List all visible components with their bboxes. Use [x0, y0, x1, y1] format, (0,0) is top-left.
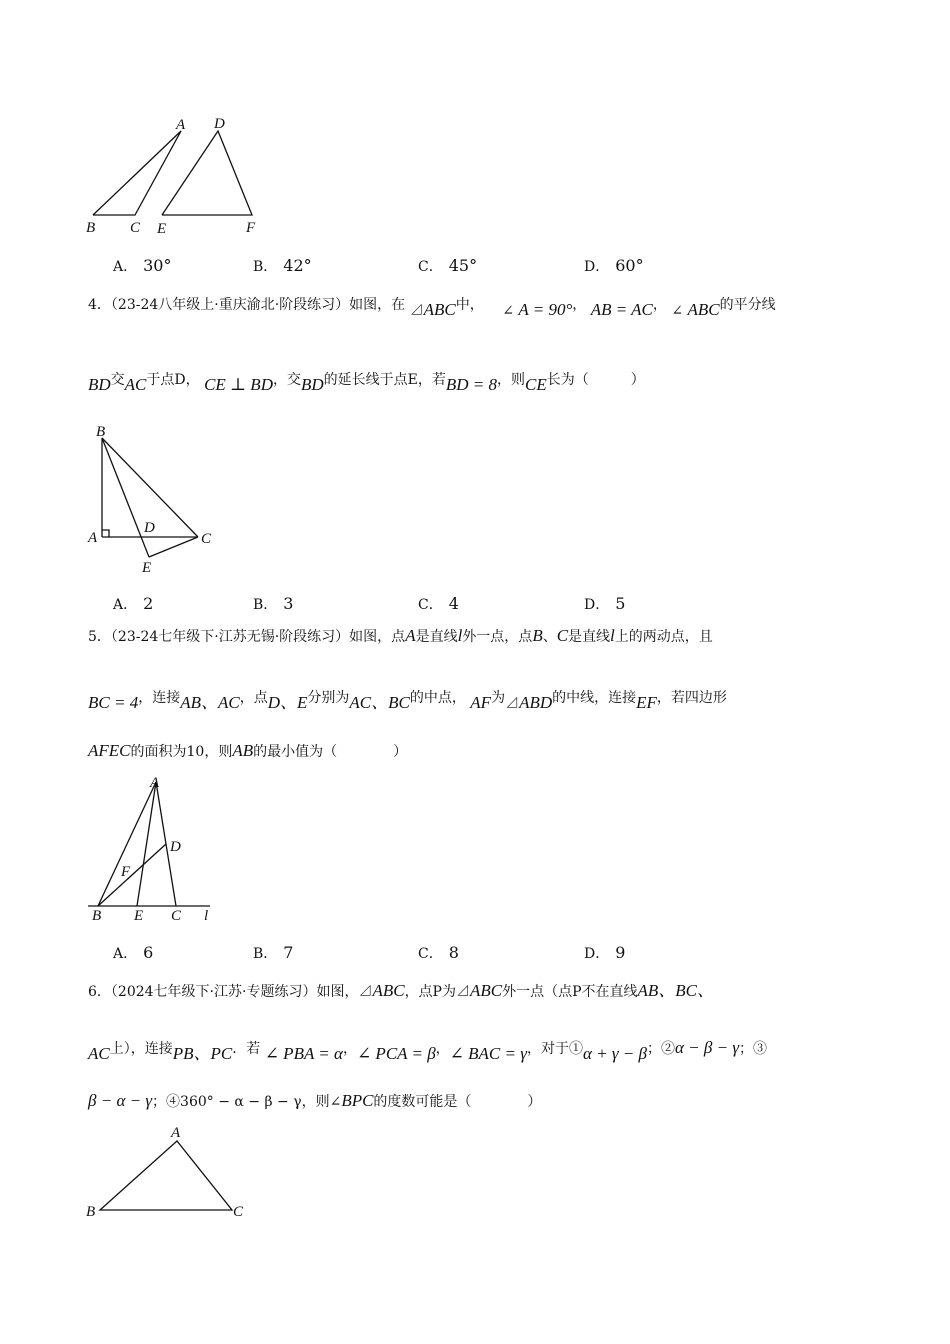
triangle-abc — [100, 1141, 232, 1210]
label-A: A — [176, 117, 186, 133]
q5-figure — [84, 770, 224, 930]
q3-option-c[interactable]: C． 45° — [418, 256, 478, 275]
label-C: C — [233, 1204, 244, 1220]
q3-option-d[interactable]: D． 60° — [584, 256, 644, 275]
q4-text-line2: BD交AC于点D， CE ⊥ BD，交BD的延长线于点E，若BD = 8，则CE长为（ ） — [88, 372, 645, 394]
q3-option-a[interactable]: A． 30° — [113, 256, 172, 275]
q5-option-a[interactable]: A． 6 — [113, 943, 154, 962]
q3-figure — [80, 110, 280, 240]
q5-option-c[interactable]: C． 8 — [418, 943, 459, 962]
label-l: l — [204, 908, 209, 924]
label-C: C — [171, 908, 182, 924]
label-E: E — [142, 560, 152, 576]
label-A: A — [88, 530, 98, 546]
label-B: B — [92, 908, 102, 924]
q5-text-line1: 5．（23-24七年级下·江苏无锡·阶段练习）如图，点A是直线l外一点，点B、C是直线l上的两动点，且 — [88, 626, 713, 645]
q5-option-d[interactable]: D． 9 — [584, 943, 626, 962]
q6-figure — [84, 1120, 264, 1230]
label-B: B — [86, 220, 96, 236]
label-D: D — [170, 839, 181, 855]
q4-figure — [84, 420, 224, 580]
q4-option-b[interactable]: B． 3 — [253, 594, 294, 613]
triangle-abc — [93, 131, 181, 215]
label-D: D — [144, 520, 155, 536]
triangle-def — [162, 131, 252, 215]
q4-option-a[interactable]: A． 2 — [113, 594, 154, 613]
label-A: A — [150, 775, 160, 791]
q5-option-b[interactable]: B． 7 — [253, 943, 294, 962]
label-B: B — [86, 1204, 96, 1220]
label-D: D — [214, 116, 225, 132]
label-A: A — [171, 1125, 181, 1141]
q6-text-line1: 6．（2024七年级下·江苏·专题练习）如图，⊿ABC，点P为⊿ABC外一点（点P不在直线AB、BC、 — [88, 981, 715, 1000]
q5-text-line3: AFEC的面积为10，则AB的最小值为（ ） — [88, 741, 408, 760]
q4-option-c[interactable]: C． 4 — [418, 594, 459, 613]
label-F: F — [246, 220, 256, 236]
q4-option-d[interactable]: D． 5 — [584, 594, 626, 613]
label-E: E — [157, 221, 167, 237]
q3-option-b[interactable]: B． 42° — [253, 256, 312, 275]
q6-text-line3: β − α − γ；④360° − α − β − γ，则∠BPC的度数可能是（ ） — [88, 1091, 542, 1110]
q5-text-line2: BC = 4，连接AB、AC，点D、E分别为AC、BC的中点， AF为⊿ABD的中线，连接EF，若四边形 — [88, 690, 727, 712]
label-B: B — [96, 424, 106, 440]
label-E: E — [134, 908, 144, 924]
label-F: F — [121, 864, 131, 880]
q4-text-line1: 4．（23-24八年级上·重庆渝北·阶段练习）如图，在 ⊿ABC中， ∠ A = 90°， AB = AC， ∠ ABC的平分线 — [88, 297, 776, 319]
label-C: C — [130, 220, 141, 236]
q6-text-line2: AC上），连接PB、PC．若 ∠ PBA = α，∠ PCA = β，∠ BAC = γ，对于①α + γ − β；②α − β − γ；③ — [88, 1038, 768, 1063]
label-C: C — [201, 531, 212, 547]
